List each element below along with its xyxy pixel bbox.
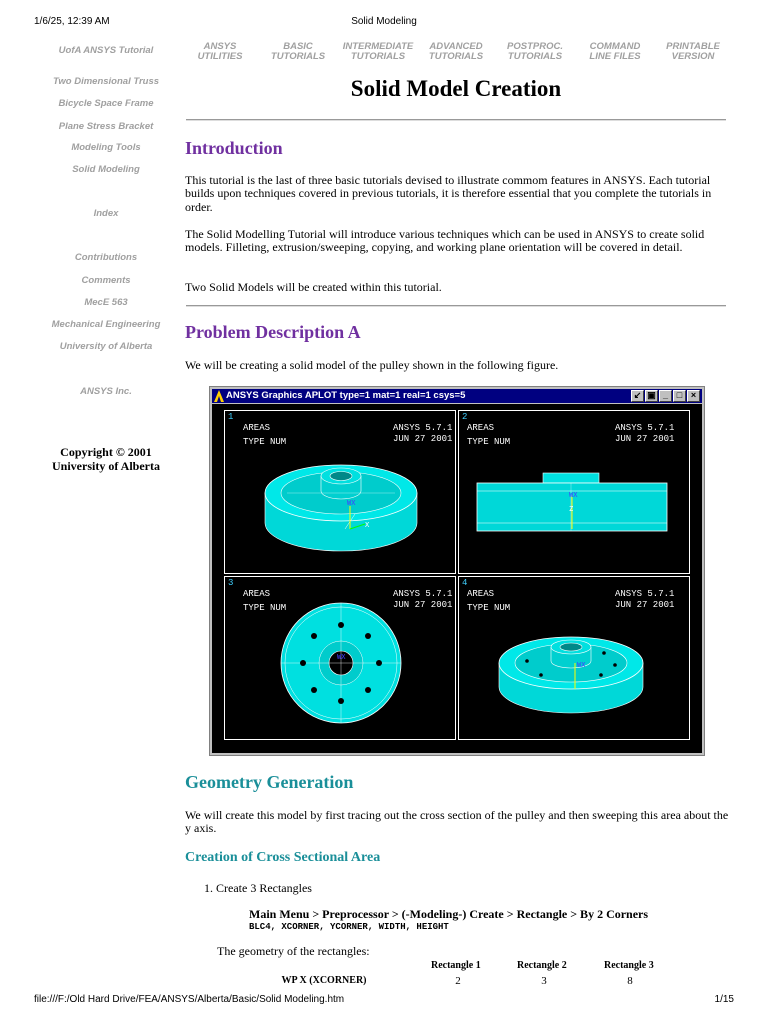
tile-icon[interactable]: ▣ [645,390,658,402]
menu-path: Main Menu > Preprocessor > (-Modeling-) Create > Rectangle > By 2 Corners [249,907,649,921]
viewport-2 [458,410,690,574]
viewport-number: 2 [462,412,468,422]
viewport-version: ANSYS 5.7.1 JUN 27 2001 [615,423,675,444]
divider [186,305,726,307]
viewport-labels: AREAS TYPE NUM [243,589,287,613]
viewport-number: 3 [228,578,234,588]
svg-text:WX: WX [569,491,578,499]
geometry-label: The geometry of the rectangles: [217,944,370,958]
graphics-canvas [212,404,702,753]
sidebar-link-index[interactable]: Index [93,208,119,219]
nav-basic-tutorials[interactable]: BASIC TUTORIALS [270,41,326,62]
introduction-heading: Introduction [185,138,283,158]
print-title: Solid Modeling [351,16,417,27]
table-header: Rectangle 1 [431,960,481,971]
nav-printable-version[interactable]: PRINTABLE VERSION [666,41,720,62]
pulley-isometric-view [225,411,457,575]
sidebar-link-mece-563[interactable]: MecE 563 [84,297,128,308]
introduction-paragraph-1: This tutorial is the last of three basic tutorials devised to illustrate commom features in ANSYS. Each tutorial builds upon techniques covered in previous tutorials, it is therefore essential that you complete the tutorials in order. [185,173,712,214]
viewport-labels: AREAS TYPE NUM [467,589,511,613]
cross-section-subheading: Creation of Cross Sectional Area [185,850,381,865]
viewport-number: 1 [228,412,234,422]
copyright [44,445,168,473]
print-url: file:///F:/Old Hard Drive/FEA/ANSYS/Alberta/Basic/Solid Modeling.htm [34,994,345,1005]
top-navigation [186,42,726,64]
sidebar-link-ansys-inc[interactable]: ANSYS Inc. [80,386,132,397]
window-buttons [631,390,700,402]
svg-text:X: X [365,521,370,529]
svg-text:WX: WX [337,653,346,661]
step-1: 1. Create 3 Rectangles [204,881,312,895]
svg-text:WX: WX [577,661,586,669]
ansys-logo-icon [214,390,224,402]
print-timestamp: 1/6/25, 12:39 AM [34,16,110,27]
table-cell: 8 [627,975,633,987]
page-title: Solid Model Creation [350,76,562,101]
svg-text:WX: WX [347,499,356,507]
pulley-top-view [225,577,457,741]
sidebar-link-contributions[interactable]: Contributions [74,252,138,263]
sidebar-link-plane-stress-bracket[interactable]: Plane Stress Bracket [58,121,154,132]
sidebar-link-bicycle-space-frame[interactable]: Bicycle Space Frame [58,98,154,109]
graphics-window-title: ANSYS Graphics APLOT type=1 mat=1 real=1 csys=5 [226,390,466,401]
viewport-number: 4 [462,578,468,588]
divider [186,119,726,121]
maximize-button[interactable]: □ [673,390,686,402]
ansys-graphics-window [209,386,705,756]
viewport-3 [224,576,456,740]
nav-ansys-utilities[interactable]: ANSYS UTILITIES [197,41,243,62]
geometry-heading: Geometry Generation [185,772,354,792]
command-syntax: BLC4, XCORNER, YCORNER, WIDTH, HEIGHT [249,922,449,932]
sidebar-link-uofa-tutorial[interactable]: UofA ANSYS Tutorial [58,45,154,56]
problem-paragraph: We will be creating a solid model of the pulley shown in the following figure. [185,358,559,372]
viewport-labels: AREAS TYPE NUM [467,423,511,447]
close-button[interactable]: × [687,390,700,402]
svg-text:Z: Z [569,505,574,513]
viewport-version: ANSYS 5.7.1 JUN 27 2001 [393,589,453,610]
pulley-front-view [459,411,691,575]
copyright-line1: Copyright © 2001 [60,445,152,459]
print-header [0,16,768,30]
viewport-labels: AREAS TYPE NUM [243,423,287,447]
viewport-version: ANSYS 5.7.1 JUN 27 2001 [393,423,453,444]
sidebar-link-university-of-alberta[interactable]: University of Alberta [59,341,153,352]
nav-intermediate-tutorials[interactable]: INTERMEDIATE TUTORIALS [342,41,414,62]
table-cell: 2 [455,975,461,987]
graphics-window-titlebar[interactable] [212,389,702,403]
geometry-paragraph: We will create this model by first tracing out the cross section of the pulley and then sweeping this area about the y axis. [185,808,729,836]
problem-heading: Problem Description A [185,322,361,342]
sidebar-link-solid-modeling[interactable]: Solid Modeling [72,164,140,175]
introduction-paragraph-2: The Solid Modelling Tutorial will introduce various techniques which can be used in ANSYS to create solid models. Filleting, extrusion/sweeping, copying, and working plane orientation will be covered in detail. [185,227,705,255]
copyright-line2: University of Alberta [52,459,160,473]
sidebar-link-comments[interactable]: Comments [81,275,131,286]
table-header: Rectangle 3 [604,960,654,971]
sidebar-link-mechanical-engineering[interactable]: Mechanical Engineering [51,319,161,330]
viewport-4 [458,576,690,740]
minimize-button[interactable]: _ [659,390,672,402]
nav-command-line-files[interactable]: COMMAND LINE FILES [589,41,641,62]
table-cell: 3 [541,975,547,987]
table-row-header: WP X (XCORNER) [281,975,367,986]
print-page-number: 1/15 [714,994,734,1005]
sidebar-link-two-dimensional-truss[interactable]: Two Dimensional Truss [52,76,160,87]
table-header: Rectangle 2 [517,960,567,971]
pulley-oblique-view [459,577,691,741]
sidebar-link-modeling-tools[interactable]: Modeling Tools [71,142,141,153]
viewport-1 [224,410,456,574]
introduction-paragraph-3: Two Solid Models will be created within this tutorial. [185,280,442,294]
viewport-version: ANSYS 5.7.1 JUN 27 2001 [615,589,675,610]
nav-advanced-tutorials[interactable]: ADVANCED TUTORIALS [428,41,484,62]
restore-icon[interactable]: ↙ [631,390,644,402]
nav-postproc-tutorials[interactable]: POSTPROC. TUTORIALS [507,41,563,62]
